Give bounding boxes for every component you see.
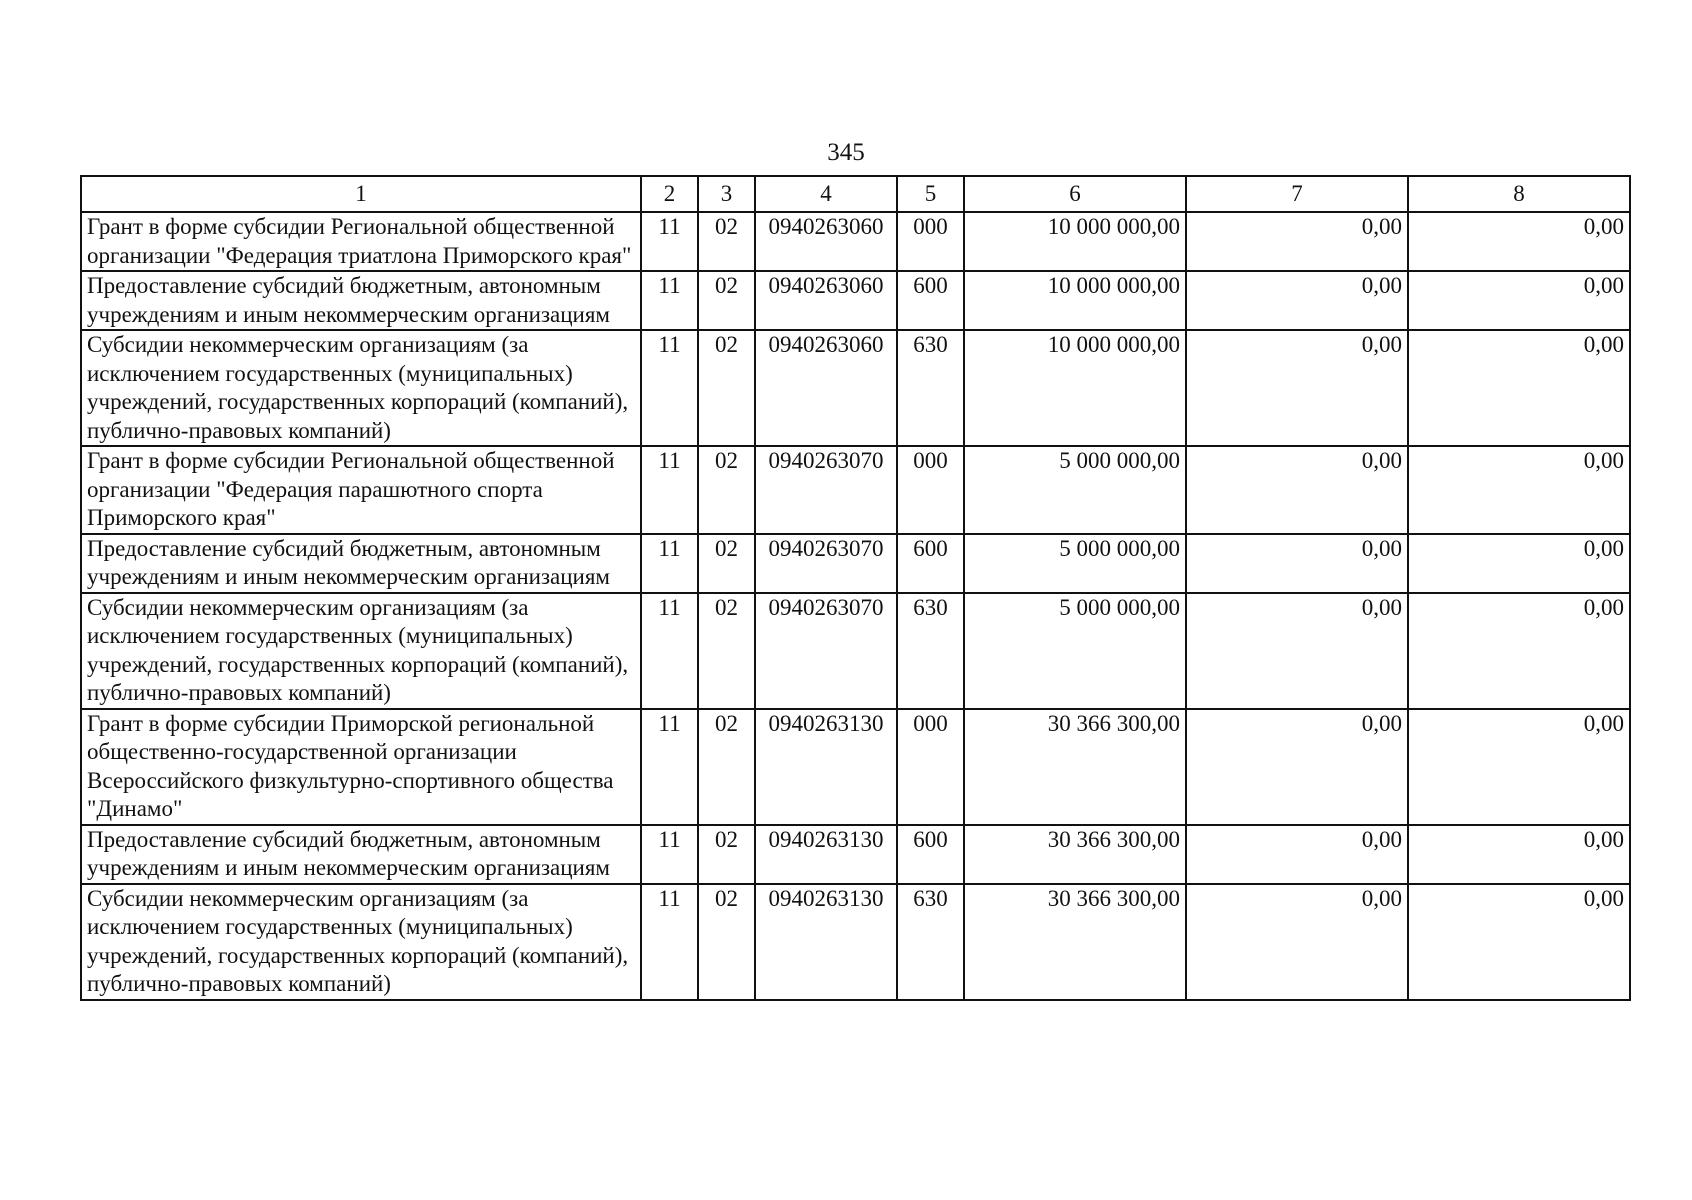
row-amount-8: 0,00 xyxy=(1408,534,1630,593)
row-subsection: 02 xyxy=(698,593,755,709)
row-subsection: 02 xyxy=(698,212,755,271)
row-section: 11 xyxy=(641,709,698,825)
row-amount-7: 0,00 xyxy=(1186,884,1408,1000)
row-amount-7: 0,00 xyxy=(1186,593,1408,709)
row-amount-8: 0,00 xyxy=(1408,825,1630,884)
table-row xyxy=(81,330,1630,446)
row-amount-7: 0,00 xyxy=(1186,446,1408,534)
row-amount-6: 10 000 000,00 xyxy=(964,212,1186,271)
row-amount-6: 30 366 300,00 xyxy=(964,884,1186,1000)
row-expense-type: 600 xyxy=(897,534,964,593)
row-name: Грант в форме субсидии Региональной общественной организации "Федерация триатлона Приморского края" xyxy=(81,212,641,271)
row-section: 11 xyxy=(641,593,698,709)
row-amount-8: 0,00 xyxy=(1408,446,1630,534)
row-amount-7: 0,00 xyxy=(1186,709,1408,825)
column-header-4: 4 xyxy=(755,176,897,212)
row-amount-8: 0,00 xyxy=(1408,271,1630,330)
table-row xyxy=(81,212,1630,271)
row-expense-type: 630 xyxy=(897,593,964,709)
row-amount-6: 5 000 000,00 xyxy=(964,446,1186,534)
row-amount-7: 0,00 xyxy=(1186,271,1408,330)
row-subsection: 02 xyxy=(698,825,755,884)
row-expense-type: 600 xyxy=(897,271,964,330)
row-expense-type: 000 xyxy=(897,446,964,534)
column-header-8: 8 xyxy=(1408,176,1630,212)
table-row xyxy=(81,709,1630,825)
table-row xyxy=(81,825,1630,884)
row-amount-6: 5 000 000,00 xyxy=(964,593,1186,709)
row-amount-7: 0,00 xyxy=(1186,330,1408,446)
row-amount-8: 0,00 xyxy=(1408,709,1630,825)
row-amount-6: 30 366 300,00 xyxy=(964,709,1186,825)
row-name: Грант в форме субсидии Региональной общественной организации "Федерация парашютного спорта Приморского края" xyxy=(81,446,641,534)
row-amount-7: 0,00 xyxy=(1186,212,1408,271)
row-amount-8: 0,00 xyxy=(1408,212,1630,271)
table-row xyxy=(81,446,1630,534)
row-section: 11 xyxy=(641,271,698,330)
table-row xyxy=(81,884,1630,1000)
row-target-code: 0940263070 xyxy=(755,534,897,593)
table-header xyxy=(81,176,1630,212)
row-subsection: 02 xyxy=(698,884,755,1000)
row-amount-6: 5 000 000,00 xyxy=(964,534,1186,593)
column-header-5: 5 xyxy=(897,176,964,212)
row-name: Предоставление субсидий бюджетным, автономным учреждениям и иным некоммерческим организациям xyxy=(81,825,641,884)
row-amount-6: 30 366 300,00 xyxy=(964,825,1186,884)
row-name: Предоставление субсидий бюджетным, автономным учреждениям и иным некоммерческим организациям xyxy=(81,271,641,330)
row-amount-6: 10 000 000,00 xyxy=(964,271,1186,330)
header-row xyxy=(81,176,1630,212)
row-section: 11 xyxy=(641,212,698,271)
row-expense-type: 000 xyxy=(897,212,964,271)
row-target-code: 0940263130 xyxy=(755,825,897,884)
row-amount-8: 0,00 xyxy=(1408,884,1630,1000)
column-header-2: 2 xyxy=(641,176,698,212)
row-target-code: 0940263130 xyxy=(755,709,897,825)
row-section: 11 xyxy=(641,884,698,1000)
row-name: Субсидии некоммерческим организациям (за исключением государственных (муниципальных) учреждений, государственных корпораций (компаний), публично-правовых компаний) xyxy=(81,330,641,446)
table-row xyxy=(81,271,1630,330)
table-body xyxy=(81,212,1630,1000)
row-subsection: 02 xyxy=(698,709,755,825)
row-section: 11 xyxy=(641,330,698,446)
row-expense-type: 000 xyxy=(897,709,964,825)
row-name: Субсидии некоммерческим организациям (за исключением государственных (муниципальных) учреждений, государственных корпораций (компаний), публично-правовых компаний) xyxy=(81,593,641,709)
row-amount-7: 0,00 xyxy=(1186,825,1408,884)
table-row xyxy=(81,534,1630,593)
row-expense-type: 630 xyxy=(897,884,964,1000)
row-amount-7: 0,00 xyxy=(1186,534,1408,593)
row-name: Субсидии некоммерческим организациям (за исключением государственных (муниципальных) учреждений, государственных корпораций (компаний), публично-правовых компаний) xyxy=(81,884,641,1000)
row-target-code: 0940263070 xyxy=(755,446,897,534)
column-header-1: 1 xyxy=(81,176,641,212)
column-header-6: 6 xyxy=(964,176,1186,212)
row-section: 11 xyxy=(641,825,698,884)
row-amount-6: 10 000 000,00 xyxy=(964,330,1186,446)
row-expense-type: 630 xyxy=(897,330,964,446)
row-target-code: 0940263060 xyxy=(755,271,897,330)
row-subsection: 02 xyxy=(698,271,755,330)
page-number: 345 xyxy=(827,139,865,166)
row-section: 11 xyxy=(641,446,698,534)
row-subsection: 02 xyxy=(698,446,755,534)
row-section: 11 xyxy=(641,534,698,593)
row-target-code: 0940263070 xyxy=(755,593,897,709)
row-subsection: 02 xyxy=(698,534,755,593)
row-target-code: 0940263060 xyxy=(755,330,897,446)
row-name: Грант в форме субсидии Приморской региональной общественно-государственной организации Всероссийского физкультурно-спортивного общества "Динамо" xyxy=(81,709,641,825)
row-subsection: 02 xyxy=(698,330,755,446)
column-header-7: 7 xyxy=(1186,176,1408,212)
row-amount-8: 0,00 xyxy=(1408,330,1630,446)
row-name: Предоставление субсидий бюджетным, автономным учреждениям и иным некоммерческим организациям xyxy=(81,534,641,593)
table-row xyxy=(81,593,1630,709)
row-expense-type: 600 xyxy=(897,825,964,884)
column-header-3: 3 xyxy=(698,176,755,212)
row-target-code: 0940263130 xyxy=(755,884,897,1000)
row-target-code: 0940263060 xyxy=(755,212,897,271)
budget-table xyxy=(80,175,1631,1001)
row-amount-8: 0,00 xyxy=(1408,593,1630,709)
